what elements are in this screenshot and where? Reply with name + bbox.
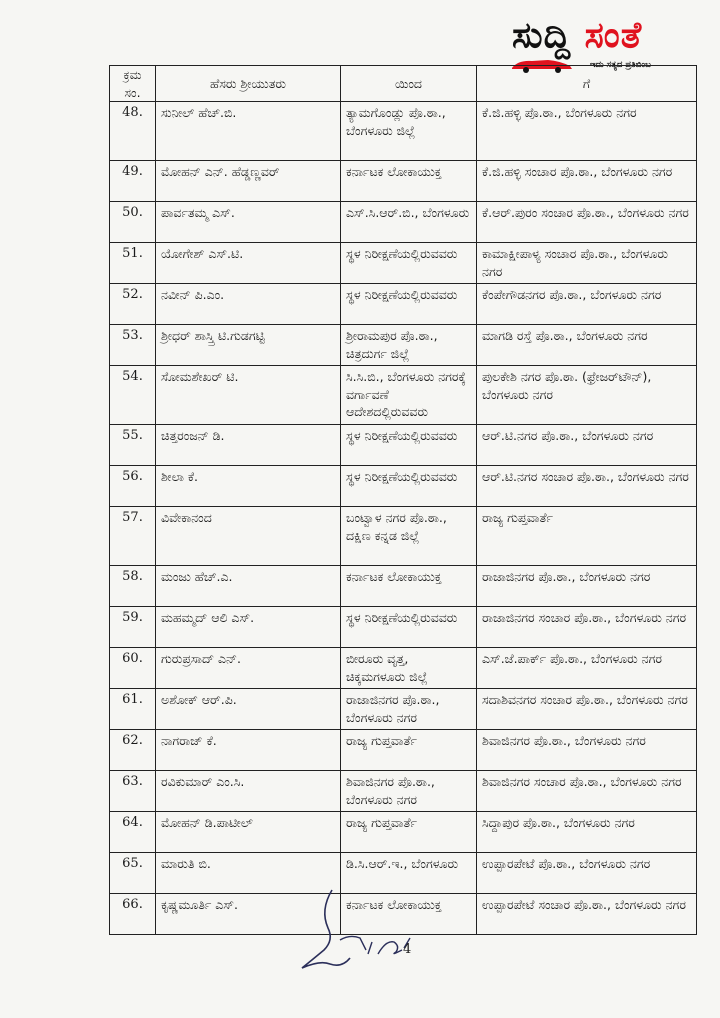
to-station: ಸದಾಶಿವನಗರ ಸಂಚಾರ ಪೊ.ಠಾ., ಬೆಂಗಳೂರು ನಗರ	[477, 689, 697, 730]
table-row	[110, 325, 697, 366]
officer-name: ಸುನೀಲ್ ಹೆಚ್.ಬಿ.	[156, 102, 341, 161]
table-row	[110, 771, 697, 812]
from-station: ಕರ್ನಾಟಕ ಲೋಕಾಯುಕ್ತ	[341, 894, 477, 935]
to-station: ಕಾಮಾಕ್ಷೀಪಾಳ್ಯ ಸಂಚಾರ ಪೊ.ಠಾ., ಬೆಂಗಳೂರು ನಗರ	[477, 243, 697, 284]
officer-name: ಮೋಹನ್ ಎನ್. ಹೆಡ್ಡಣ್ಣವರ್	[156, 161, 341, 202]
page-number: 4	[403, 942, 412, 957]
table-header-row	[110, 66, 697, 102]
to-station: ಆರ್.ಟಿ.ನಗರ ಪೊ.ಠಾ., ಬೆಂಗಳೂರು ನಗರ	[477, 425, 697, 466]
from-station: ಬೀರೂರು ವೃತ್ತ, ಚಿಕ್ಕಮಗಳೂರು ಜಿಲ್ಲೆ	[341, 648, 477, 689]
table-row	[110, 812, 697, 853]
handwritten-signature	[290, 880, 420, 980]
serial-no: 54.	[110, 366, 156, 425]
table-row	[110, 284, 697, 325]
officer-name: ಗುರುಪ್ರಸಾದ್ ಎನ್.	[156, 648, 341, 689]
table-row	[110, 243, 697, 284]
serial-no: 64.	[110, 812, 156, 853]
table-row	[110, 102, 697, 161]
to-station: ಕೆಂಪೇಗೌಡನಗರ ಪೊ.ಠಾ., ಬೆಂಗಳೂರು ನಗರ	[477, 284, 697, 325]
logo-title	[512, 14, 642, 58]
officer-name: ಮಾರುತಿ ಬಿ.	[156, 853, 341, 894]
officer-name: ಕೃಷ್ಣಮೂರ್ತಿ ಎಸ್.	[156, 894, 341, 935]
serial-no: 55.	[110, 425, 156, 466]
to-station: ಕೆ.ಜಿ.ಹಳ್ಳಿ ಸಂಚಾರ ಪೊ.ಠಾ., ಬೆಂಗಳೂರು ನಗರ	[477, 161, 697, 202]
table-row	[110, 425, 697, 466]
serial-no: 48.	[110, 102, 156, 161]
from-station: ಬಂಟ್ವಾಳ ನಗರ ಪೊ.ಠಾ., ದಕ್ಷಿಣ ಕನ್ನಡ ಜಿಲ್ಲೆ	[341, 507, 477, 566]
to-station: ಕೆ.ಆರ್.ಪುರಂ ಸಂಚಾರ ಪೊ.ಠಾ., ಬೆಂಗಳೂರು ನಗರ	[477, 202, 697, 243]
table-row	[110, 366, 697, 425]
to-station: ಮಾಗಡಿ ರಸ್ತೆ ಪೊ.ಠಾ., ಬೆಂಗಳೂರು ನಗರ	[477, 325, 697, 366]
to-station: ಸಿದ್ದಾಪುರ ಪೊ.ಠಾ., ಬೆಂಗಳೂರು ನಗರ	[477, 812, 697, 853]
to-station: ರಾಜಾಜಿನಗರ ಪೊ.ಠಾ., ಬೆಂಗಳೂರು ನಗರ	[477, 566, 697, 607]
serial-no: 50.	[110, 202, 156, 243]
header-from: ಯಿಂದ	[341, 66, 477, 102]
from-station: ಸ್ಥಳ ನಿರೀಕ್ಷಣೆಯಲ್ಲಿರುವವರು	[341, 607, 477, 648]
serial-no: 56.	[110, 466, 156, 507]
serial-no: 59.	[110, 607, 156, 648]
from-station: ಶ್ರೀರಾಮಪುರ ಪೊ.ಠಾ., ಚಿತ್ರದುರ್ಗ ಜಿಲ್ಲೆ	[341, 325, 477, 366]
from-station: ಸಿ.ಸಿ.ಬಿ., ಬೆಂಗಳೂರು ನಗರಕ್ಕೆ ವರ್ಗಾವಣೆ ಆದೇಶದಲ್ಲಿರುವವರು	[341, 366, 477, 425]
officer-name: ಮೋಹನ್ ಡಿ.ಪಾಟೀಲ್	[156, 812, 341, 853]
officer-name: ಶ್ರೀಧರ್ ಶಾಸ್ತ್ರಿ ಟಿ.ಗುಡಗಟ್ಟಿ	[156, 325, 341, 366]
from-station: ಕರ್ನಾಟಕ ಲೋಕಾಯುಕ್ತ	[341, 566, 477, 607]
officer-name: ಸೋಮಶೇಖರ್ ಟಿ.	[156, 366, 341, 425]
serial-no: 61.	[110, 689, 156, 730]
serial-no: 62.	[110, 730, 156, 771]
from-station: ಸ್ಥಳ ನಿರೀಕ್ಷಣೆಯಲ್ಲಿರುವವರು	[341, 243, 477, 284]
serial-no: 57.	[110, 507, 156, 566]
from-station: ರಾಜ್ಯ ಗುಪ್ತವಾರ್ತೆ	[341, 812, 477, 853]
serial-no: 51.	[110, 243, 156, 284]
serial-no: 60.	[110, 648, 156, 689]
table-row	[110, 566, 697, 607]
logo-tagline: ಇದು ಸತ್ಯದ ಪ್ರತಿಬಿಂಬ	[590, 60, 651, 70]
table-row	[110, 161, 697, 202]
to-station: ಕೆ.ಜಿ.ಹಳ್ಳಿ ಪೊ.ಠಾ., ಬೆಂಗಳೂರು ನಗರ	[477, 102, 697, 161]
table-row	[110, 607, 697, 648]
officer-name: ಪಾರ್ವತಮ್ಮ ಎಸ್.	[156, 202, 341, 243]
officer-name: ನವೀನ್ ಪಿ.ಎಂ.	[156, 284, 341, 325]
serial-no: 53.	[110, 325, 156, 366]
logo-word-1: ಸುದ್ದಿ	[512, 15, 572, 56]
header-name: ಹೆಸರು ಶ್ರೀಯುತರು	[156, 66, 341, 102]
table-row	[110, 730, 697, 771]
officer-name: ರವಿಕುಮಾರ್ ಎಂ.ಸಿ.	[156, 771, 341, 812]
to-station: ಆರ್.ಟಿ.ನಗರ ಸಂಚಾರ ಪೊ.ಠಾ., ಬೆಂಗಳೂರು ನಗರ	[477, 466, 697, 507]
from-station: ರಾಜಾಜಿನಗರ ಪೊ.ಠಾ., ಬೆಂಗಳೂರು ನಗರ	[341, 689, 477, 730]
from-station: ಎಸ್.ಸಿ.ಆರ್.ಬಿ., ಬೆಂಗಳೂರು	[341, 202, 477, 243]
table-row	[110, 648, 697, 689]
table-row	[110, 689, 697, 730]
officer-name: ಮಹಮ್ಮದ್ ಆಲಿ ಎಸ್.	[156, 607, 341, 648]
from-station: ಸ್ಥಳ ನಿರೀಕ್ಷಣೆಯಲ್ಲಿರುವವರು	[341, 466, 477, 507]
serial-no: 52.	[110, 284, 156, 325]
to-station: ಪುಲಕೇಶಿ ನಗರ ಪೊ.ಠಾ. (ಫ್ರೇಜರ್‌ಟೌನ್), ಬೆಂಗಳೂರು ನಗರ	[477, 366, 697, 425]
officer-name: ವಿವೇಕಾನಂದ	[156, 507, 341, 566]
to-station: ಉಪ್ಪಾರಪೇಟೆ ಪೊ.ಠಾ., ಬೆಂಗಳೂರು ನಗರ	[477, 853, 697, 894]
officer-name: ನಾಗರಾಜ್ ಕೆ.	[156, 730, 341, 771]
serial-no: 65.	[110, 853, 156, 894]
table-row	[110, 466, 697, 507]
to-station: ರಾಜಾಜಿನಗರ ಸಂಚಾರ ಪೊ.ಠಾ., ಬೆಂಗಳೂರು ನಗರ	[477, 607, 697, 648]
officer-name: ಚಿತ್ತರಂಜನ್ ಡಿ.	[156, 425, 341, 466]
from-station: ರಾಜ್ಯ ಗುಪ್ತವಾರ್ತೆ	[341, 730, 477, 771]
from-station: ತ್ಯಾಮಗೊಂಡ್ಲು ಪೊ.ಠಾ., ಬೆಂಗಳೂರು ಜಿಲ್ಲೆ	[341, 102, 477, 161]
serial-no: 49.	[110, 161, 156, 202]
serial-no: 58.	[110, 566, 156, 607]
table-row	[110, 507, 697, 566]
to-station: ಶಿವಾಜಿನಗರ ಸಂಚಾರ ಪೊ.ಠಾ., ಬೆಂಗಳೂರು ನಗರ	[477, 771, 697, 812]
from-station: ಡಿ.ಸಿ.ಆರ್.ಇ., ಬೆಂಗಳೂರು	[341, 853, 477, 894]
header-to: ಗೆ	[477, 66, 697, 102]
officer-name: ಅಶೋಕ್ ಆರ್.ಪಿ.	[156, 689, 341, 730]
to-station: ಉಪ್ಪಾರಪೇಟೆ ಸಂಚಾರ ಪೊ.ಠಾ., ಬೆಂಗಳೂರು ನಗರ	[477, 894, 697, 935]
table-row	[110, 202, 697, 243]
to-station: ರಾಜ್ಯ ಗುಪ್ತವಾರ್ತೆ	[477, 507, 697, 566]
officer-name: ಯೋಗೇಶ್ ಎಸ್.ಟಿ.	[156, 243, 341, 284]
header-serial-no: ಕ್ರಮ ಸಂ.	[110, 66, 156, 102]
to-station: ಶಿವಾಜಿನಗರ ಪೊ.ಠಾ., ಬೆಂಗಳೂರು ನಗರ	[477, 730, 697, 771]
officer-name: ಶೀಲಾ ಕೆ.	[156, 466, 341, 507]
from-station: ಶಿವಾಜಿನಗರ ಪೊ.ಠಾ., ಬೆಂಗಳೂರು ನಗರ	[341, 771, 477, 812]
officer-name: ಮಂಜು ಹೆಚ್.ಎ.	[156, 566, 341, 607]
logo-word-2: ಸಂತೆ	[584, 15, 643, 56]
to-station: ಎಸ್.ಜೆ.ಪಾರ್ಕ್ ಪೊ.ಠಾ., ಬೆಂಗಳೂರು ನಗರ	[477, 648, 697, 689]
serial-no: 66.	[110, 894, 156, 935]
from-station: ಕರ್ನಾಟಕ ಲೋಕಾಯುಕ್ತ	[341, 161, 477, 202]
serial-no: 63.	[110, 771, 156, 812]
from-station: ಸ್ಥಳ ನಿರೀಕ್ಷಣೆಯಲ್ಲಿರುವವರು	[341, 284, 477, 325]
transfer-table	[109, 65, 697, 935]
from-station: ಸ್ಥಳ ನಿರೀಕ್ಷಣೆಯಲ್ಲಿರುವವರು	[341, 425, 477, 466]
